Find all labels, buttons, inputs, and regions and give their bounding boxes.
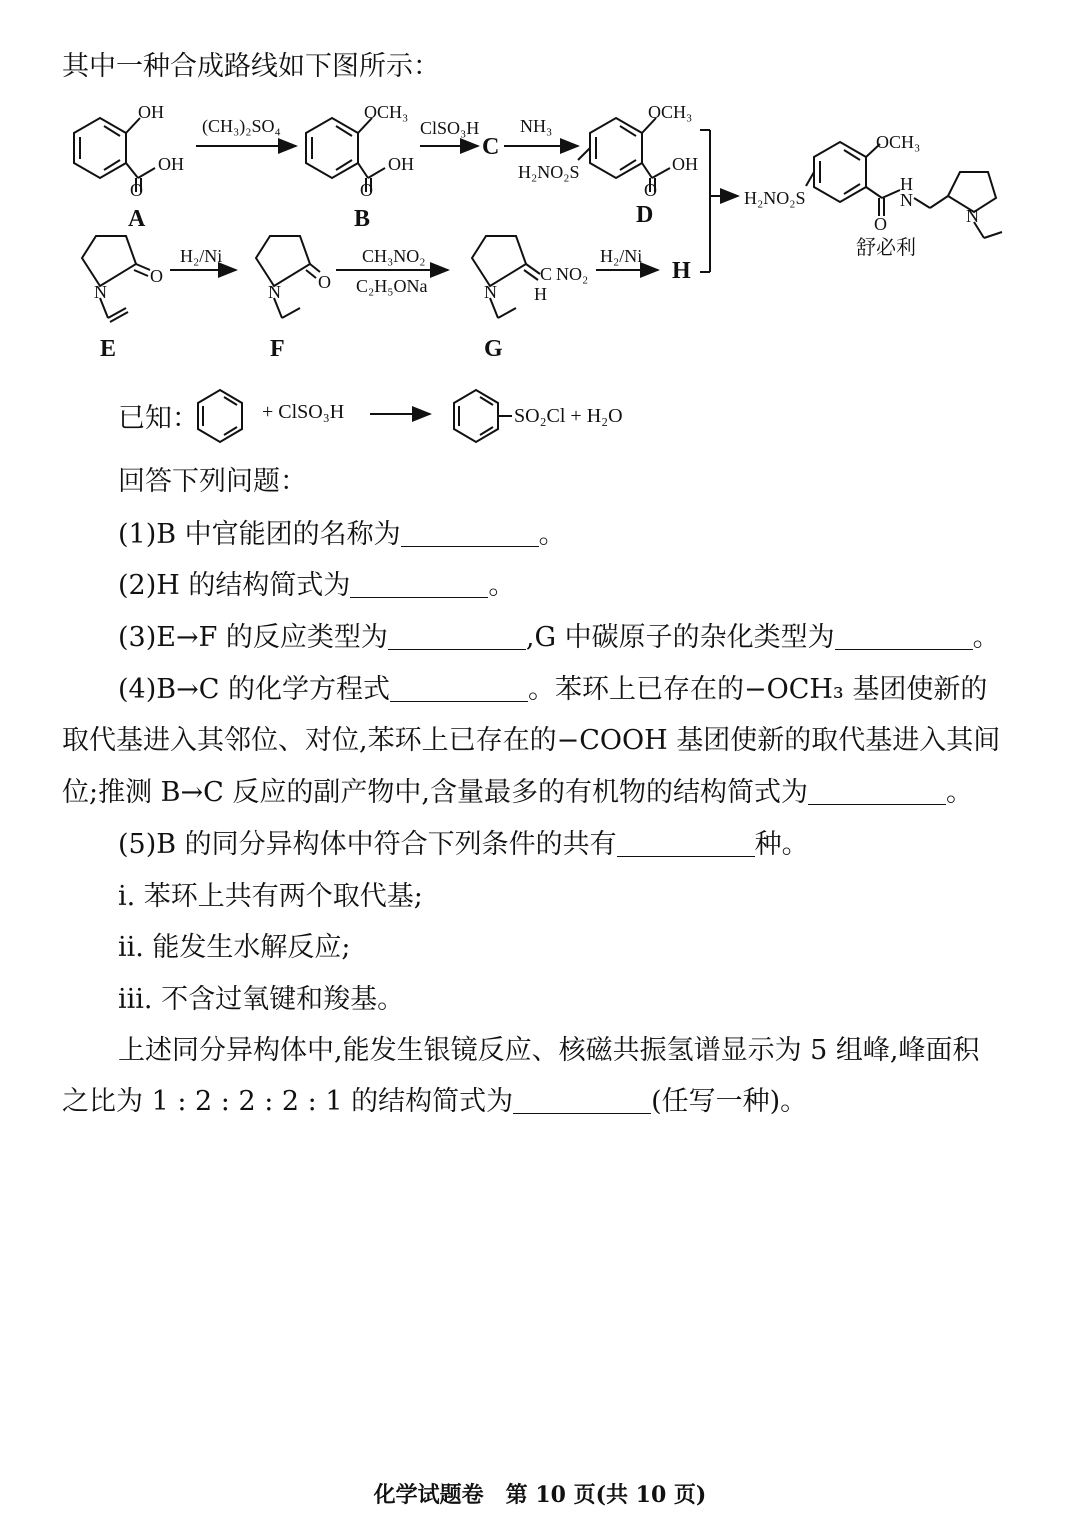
product-sulfonamide-label: H₂NO₂S <box>744 188 806 208</box>
q3-blank-2[interactable] <box>835 623 973 650</box>
known-benzene-reactant <box>198 390 242 442</box>
known-reagent: + ClSO₃H <box>262 401 345 423</box>
q3-suffix: 。 <box>972 622 1000 653</box>
reagent-f-to-g-top: CH₃NO₂ <box>362 246 426 266</box>
question-2 <box>118 566 515 606</box>
q1-blank[interactable] <box>401 520 539 547</box>
question-3 <box>118 618 1000 658</box>
q4-blank-1[interactable] <box>390 675 528 702</box>
a-oh-label: OH <box>138 102 164 122</box>
product-och3-label: OCH₃ <box>876 132 921 152</box>
e-o-label: O <box>150 266 163 286</box>
reagent-f-to-g-bottom: C₂H₅ONa <box>356 276 428 296</box>
b-och3-label: OCH₃ <box>364 102 409 122</box>
product-name: 舒必利 <box>856 237 916 259</box>
q5-suffix: 种。 <box>754 829 809 860</box>
q3-text: (3)E→F 的反应类型为 <box>118 622 388 653</box>
reagent-e-to-f: H₂/Ni <box>180 246 223 266</box>
label-g: G <box>484 336 503 362</box>
label-c: C <box>482 134 500 160</box>
reagent-c-to-d: NH₃ <box>520 116 553 136</box>
label-f: F <box>270 336 285 362</box>
product-ring-n-label: N <box>966 206 979 226</box>
final-question-line1: 上述同分异构体中,能发生银镜反应、核磁共振氢谱显示为 5 组峰,峰面积 <box>118 1035 980 1066</box>
e-n-label: N <box>94 282 107 302</box>
product-h-label: H <box>900 174 913 194</box>
reagent-g-to-h: H₂/Ni <box>600 246 643 266</box>
g-n-label: N <box>484 282 497 302</box>
q3-mid: ,G 中碳原子的杂化类型为 <box>525 622 835 653</box>
known-product: SO₂Cl + H₂O <box>514 405 623 427</box>
q4-text: (4)B→C 的化学方程式 <box>118 674 390 705</box>
label-h: H <box>672 258 691 284</box>
known-benzene-product <box>454 390 498 442</box>
d-o-label: O <box>644 180 657 200</box>
question-4-line2: 取代基进入其邻位、对位,苯环上已存在的−COOH 基团使新的取代基进入其间 <box>62 725 1001 756</box>
compound-d-ring <box>590 118 642 178</box>
q2-text: (2)H 的结构简式为 <box>118 570 351 601</box>
q2-blank[interactable] <box>350 571 488 598</box>
product-o-label: O <box>874 214 887 234</box>
a-oh2-label: OH <box>158 154 184 174</box>
condition-2: ⅱ. 能发生水解反应; <box>118 932 351 963</box>
g-h-label: H <box>534 284 547 304</box>
compound-f-ring <box>256 236 310 286</box>
questions-header: 回答下列问题： <box>118 466 307 497</box>
reagent-a-to-b: (CH₃)₂SO₄ <box>202 116 281 136</box>
known-label: 已知： <box>118 403 199 434</box>
q2-suffix: 。 <box>488 570 516 601</box>
question-5 <box>118 825 809 865</box>
q4-text3: 位;推测 B→C 反应的副产物中,含量最多的有机物的结构简式为 <box>62 777 808 808</box>
reagent-b-to-c: ClSO₃H <box>420 118 480 138</box>
q4-text1: 。苯环上已存在的−OCH₃ 基团使新的 <box>527 674 988 705</box>
question-1 <box>118 515 566 555</box>
compound-a-ring <box>74 118 126 178</box>
label-b: B <box>354 206 371 232</box>
page-footer: 化学试题卷 第 10 页(共 10 页) <box>373 1482 707 1508</box>
condition-3: ⅲ. 不含过氧键和羧基。 <box>118 984 405 1015</box>
b-oh-label: OH <box>388 154 414 174</box>
final-question-line2 <box>62 1082 807 1122</box>
q5-blank[interactable] <box>617 830 755 857</box>
q1-text: (1)B 中官能团的名称为 <box>118 519 401 550</box>
product-n-label: N <box>900 190 913 210</box>
compound-b-ring <box>306 118 358 178</box>
a-o-label: O <box>130 180 143 200</box>
final-blank[interactable] <box>513 1087 651 1114</box>
f-o-label: O <box>318 272 331 292</box>
question-4-line1 <box>118 670 987 710</box>
compound-g-ring <box>472 236 526 286</box>
question-4-line3 <box>62 773 973 813</box>
g-no2-label: NO₂ <box>556 264 589 284</box>
q1-suffix: 。 <box>538 519 566 550</box>
label-a: A <box>128 206 146 232</box>
product-ring <box>814 142 866 202</box>
intro-text: 其中一种合成路线如下图所示： <box>62 51 440 82</box>
q5-text: (5)B 的同分异构体中符合下列条件的共有 <box>118 829 617 860</box>
g-c-label: C <box>540 264 553 284</box>
compound-e-ring <box>82 236 136 286</box>
final-text: 之比为 1 : 2 : 2 : 2 : 1 的结构简式为 <box>62 1086 514 1117</box>
q4-suffix: 。 <box>945 777 973 808</box>
d-sulfonamide-label: H₂NO₂S <box>518 162 580 182</box>
f-n-label: N <box>268 282 281 302</box>
q4-blank-2[interactable] <box>808 778 946 805</box>
d-oh-label: OH <box>672 154 698 174</box>
label-e: E <box>100 336 117 362</box>
synthesis-scheme <box>0 95 1080 375</box>
known-reaction <box>118 388 678 448</box>
b-o-label: O <box>360 180 373 200</box>
final-suffix: (任写一种)。 <box>651 1086 808 1117</box>
label-d: D <box>636 202 654 228</box>
condition-1: ⅰ. 苯环上共有两个取代基; <box>118 881 423 912</box>
d-och3-label: OCH₃ <box>648 102 693 122</box>
q3-blank-1[interactable] <box>388 623 526 650</box>
